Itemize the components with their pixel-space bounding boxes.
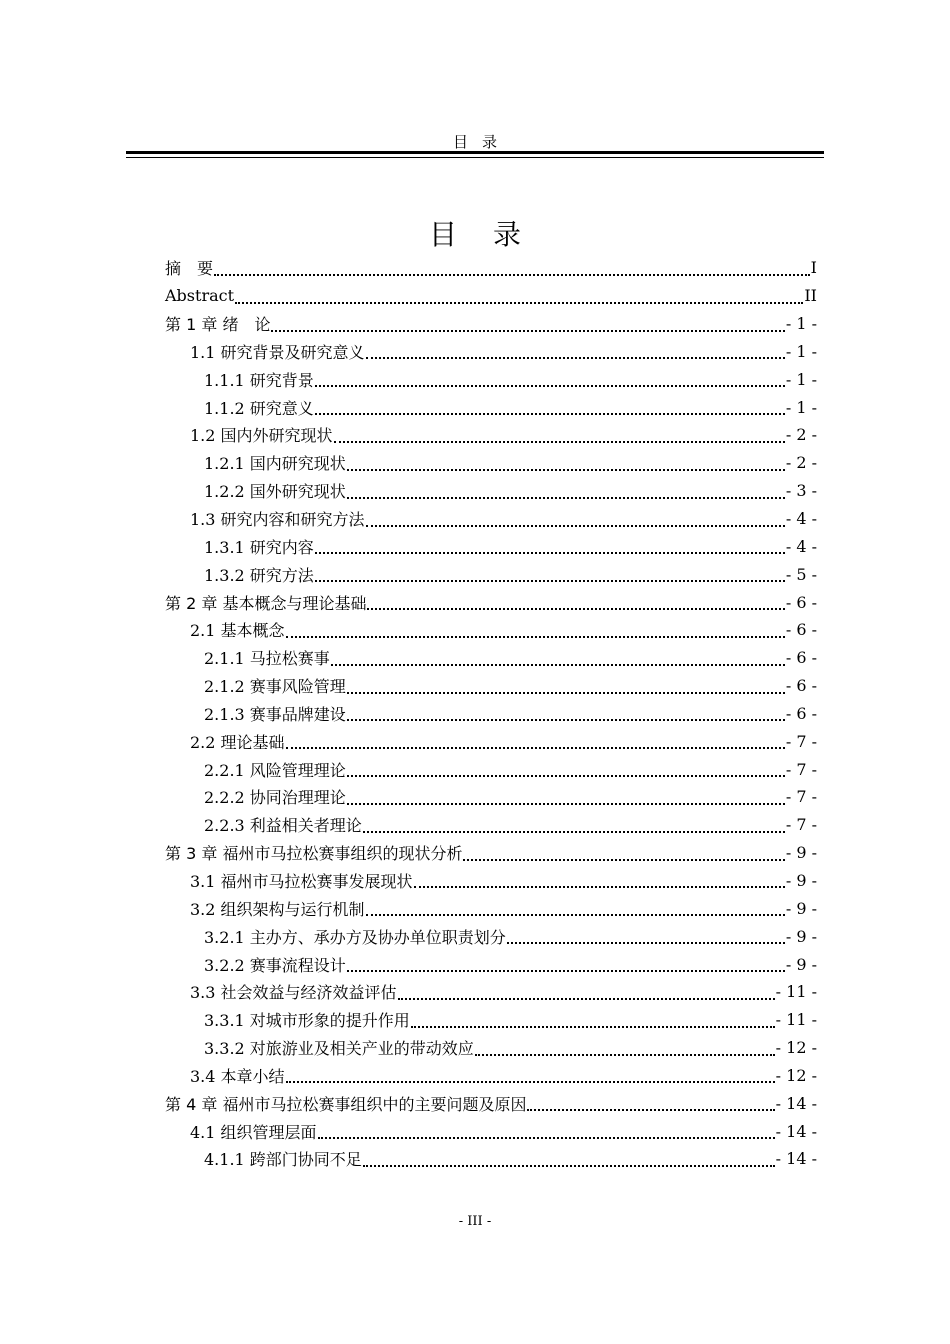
toc-entry-page: - 14 -: [775, 1093, 817, 1113]
toc-entry[interactable]: [165, 894, 817, 922]
toc-entry[interactable]: [165, 560, 817, 588]
toc-entry[interactable]: [165, 532, 817, 560]
toc-dot-leader: [367, 592, 784, 610]
toc-chapter-entry[interactable]: [165, 310, 817, 338]
toc-entry-label: 2.1 基本概念: [190, 621, 285, 641]
toc-entry[interactable]: [165, 727, 817, 755]
toc-entry-label: 2.1.3 赛事品牌建设: [204, 704, 346, 724]
toc-entry-page: - 12 -: [775, 1038, 817, 1058]
toc-entry-label: 4.1 组织管理层面: [190, 1122, 317, 1142]
toc-entry-label: 2.2.1 风险管理理论: [204, 760, 346, 780]
toc-entry-page: - 12 -: [775, 1065, 817, 1085]
toc-dot-leader: [411, 1010, 775, 1028]
toc-entry-page: - 1 -: [785, 314, 817, 334]
toc-dot-leader: [315, 536, 785, 554]
toc-entry[interactable]: [165, 672, 817, 700]
toc-entry-label: 3.2.1 主办方、承办方及协办单位职责划分: [204, 927, 506, 947]
toc-entry[interactable]: [165, 1145, 817, 1173]
toc-entry[interactable]: [165, 282, 817, 310]
toc-entry-page: - 7 -: [785, 787, 817, 807]
toc-dot-leader: [507, 926, 785, 944]
toc-entry-label: 第 4 章 福州市马拉松赛事组织中的主要问题及原因: [165, 1094, 527, 1114]
toc-dot-leader: [334, 425, 785, 443]
toc-entry[interactable]: [165, 644, 817, 672]
toc-dot-leader: [347, 954, 785, 972]
toc-dot-leader: [315, 397, 785, 415]
toc-entry-label: 1.2.1 国内研究现状: [204, 454, 346, 474]
toc-entry-page: - 1 -: [785, 341, 817, 361]
toc-entry[interactable]: [165, 1061, 817, 1089]
toc-entry[interactable]: [165, 505, 817, 533]
toc-entry-label: 1.3.1 研究内容: [204, 537, 314, 557]
toc-entry-page: - 4 -: [785, 509, 817, 529]
toc-entry-label: 2.2.2 协同治理理论: [204, 788, 346, 808]
toc-dot-leader: [286, 620, 785, 638]
toc-entry[interactable]: [165, 867, 817, 895]
toc-entry-label: 3.1 福州市马拉松赛事发展现状: [190, 871, 413, 891]
toc-entry[interactable]: [165, 1034, 817, 1062]
toc-dot-leader: [235, 286, 803, 304]
toc-entry-label: 摘 要: [165, 259, 214, 279]
toc-entry-page: - 9 -: [785, 870, 817, 890]
toc-dot-leader: [331, 648, 785, 666]
header-rule-thick: [126, 151, 824, 154]
table-of-contents: [165, 254, 817, 1173]
toc-entry-page: - 7 -: [785, 731, 817, 751]
toc-entry-page: - 5 -: [785, 564, 817, 584]
toc-entry[interactable]: [165, 254, 817, 282]
toc-dot-leader: [363, 815, 785, 833]
toc-entry[interactable]: [165, 338, 817, 366]
toc-entry-label: 3.4 本章小结: [190, 1066, 285, 1086]
toc-dot-leader: [347, 787, 785, 805]
toc-entry-page: - 9 -: [785, 843, 817, 863]
toc-entry-label: Abstract: [165, 286, 235, 306]
toc-entry-label: 1.2 国内外研究现状: [190, 426, 333, 446]
toc-dot-leader: [271, 314, 784, 332]
toc-entry-page: - 6 -: [785, 620, 817, 640]
toc-dot-leader: [398, 982, 775, 1000]
toc-entry-label: 2.2 理论基础: [190, 732, 285, 752]
toc-entry-page: - 4 -: [785, 536, 817, 556]
toc-entry[interactable]: [165, 950, 817, 978]
toc-entry[interactable]: [165, 922, 817, 950]
toc-entry[interactable]: [165, 978, 817, 1006]
toc-entry-page: - 14 -: [775, 1121, 817, 1141]
toc-entry-label: 第 2 章 基本概念与理论基础: [165, 593, 367, 613]
toc-entry-label: 第 1 章 绪 论: [165, 315, 271, 335]
toc-entry-label: 1.3.2 研究方法: [204, 565, 314, 585]
toc-entry[interactable]: [165, 421, 817, 449]
toc-entry-label: 2.2.3 利益相关者理论: [204, 816, 362, 836]
toc-dot-leader: [286, 1065, 775, 1083]
toc-entry-page: - 2 -: [785, 425, 817, 445]
toc-entry-page: - 2 -: [785, 453, 817, 473]
toc-chapter-entry[interactable]: [165, 839, 817, 867]
toc-dot-leader: [366, 509, 785, 527]
toc-dot-leader: [347, 481, 785, 499]
toc-dot-leader: [347, 759, 785, 777]
toc-chapter-entry[interactable]: [165, 1089, 817, 1117]
toc-entry-label: 1.3 研究内容和研究方法: [190, 510, 365, 530]
toc-entry-label: 1.1 研究背景及研究意义: [190, 342, 365, 362]
toc-entry-label: 3.3 社会效益与经济效益评估: [190, 983, 397, 1003]
toc-entry[interactable]: [165, 700, 817, 728]
toc-entry-page: - 1 -: [785, 369, 817, 389]
toc-chapter-entry[interactable]: [165, 588, 817, 616]
toc-entry-page: - 11 -: [775, 1010, 817, 1030]
toc-entry-page: - 7 -: [785, 815, 817, 835]
toc-entry-page: - 9 -: [785, 898, 817, 918]
toc-entry[interactable]: [165, 755, 817, 783]
page-number: - III -: [458, 1214, 492, 1229]
toc-entry[interactable]: [165, 477, 817, 505]
toc-entry-page: - 6 -: [785, 676, 817, 696]
toc-dot-leader: [315, 564, 785, 582]
toc-entry-label: 1.1.2 研究意义: [204, 398, 314, 418]
toc-entry-page: - 14 -: [775, 1149, 817, 1169]
toc-entry-label: 3.2 组织架构与运行机制: [190, 899, 365, 919]
toc-entry[interactable]: [165, 811, 817, 839]
toc-entry[interactable]: [165, 365, 817, 393]
toc-dot-leader: [347, 676, 785, 694]
toc-entry-page: II: [804, 286, 817, 306]
header-rule-thin: [126, 157, 824, 158]
toc-entry[interactable]: [165, 616, 817, 644]
toc-dot-leader: [414, 870, 785, 888]
toc-entry-label: 3.2.2 赛事流程设计: [204, 955, 346, 975]
toc-entry-page: - 6 -: [785, 592, 817, 612]
toc-entry[interactable]: [165, 393, 817, 421]
toc-dot-leader: [214, 258, 810, 276]
toc-entry-label: 1.2.2 国外研究现状: [204, 482, 346, 502]
toc-dot-leader: [347, 453, 785, 471]
toc-dot-leader: [286, 731, 785, 749]
toc-entry-label: 2.1.2 赛事风险管理: [204, 677, 346, 697]
toc-entry-page: - 11 -: [775, 982, 817, 1002]
toc-dot-leader: [318, 1121, 775, 1139]
toc-dot-leader: [475, 1038, 775, 1056]
toc-entry-label: 1.1.1 研究背景: [204, 370, 314, 390]
toc-dot-leader: [366, 341, 785, 359]
toc-entry-page: - 1 -: [785, 397, 817, 417]
toc-dot-leader: [347, 703, 785, 721]
toc-dot-leader: [363, 1149, 775, 1167]
toc-entry-page: - 3 -: [785, 481, 817, 501]
toc-dot-leader: [366, 898, 785, 916]
toc-entry-page: - 6 -: [785, 703, 817, 723]
toc-entry[interactable]: [165, 783, 817, 811]
toc-dot-leader: [463, 843, 784, 861]
toc-entry-label: 第 3 章 福州市马拉松赛事组织的现状分析: [165, 844, 463, 864]
toc-entry-label: 3.3.2 对旅游业及相关产业的带动效应: [204, 1039, 474, 1059]
toc-entry[interactable]: [165, 449, 817, 477]
toc-entry-label: 2.1.1 马拉松赛事: [204, 649, 330, 669]
page-title: 目录: [428, 217, 557, 251]
toc-dot-leader: [527, 1093, 774, 1111]
toc-entry-label: 4.1.1 跨部门协同不足: [204, 1150, 362, 1170]
toc-entry-label: 3.3.1 对城市形象的提升作用: [204, 1011, 410, 1031]
toc-entry[interactable]: [165, 1117, 817, 1145]
toc-entry-page: - 6 -: [785, 648, 817, 668]
toc-entry-page: - 7 -: [785, 759, 817, 779]
toc-entry-page: - 9 -: [785, 926, 817, 946]
toc-dot-leader: [315, 369, 785, 387]
toc-entry-page: I: [810, 258, 817, 278]
running-header: 目录: [452, 133, 511, 151]
toc-entry[interactable]: [165, 1006, 817, 1034]
toc-entry-page: - 9 -: [785, 954, 817, 974]
